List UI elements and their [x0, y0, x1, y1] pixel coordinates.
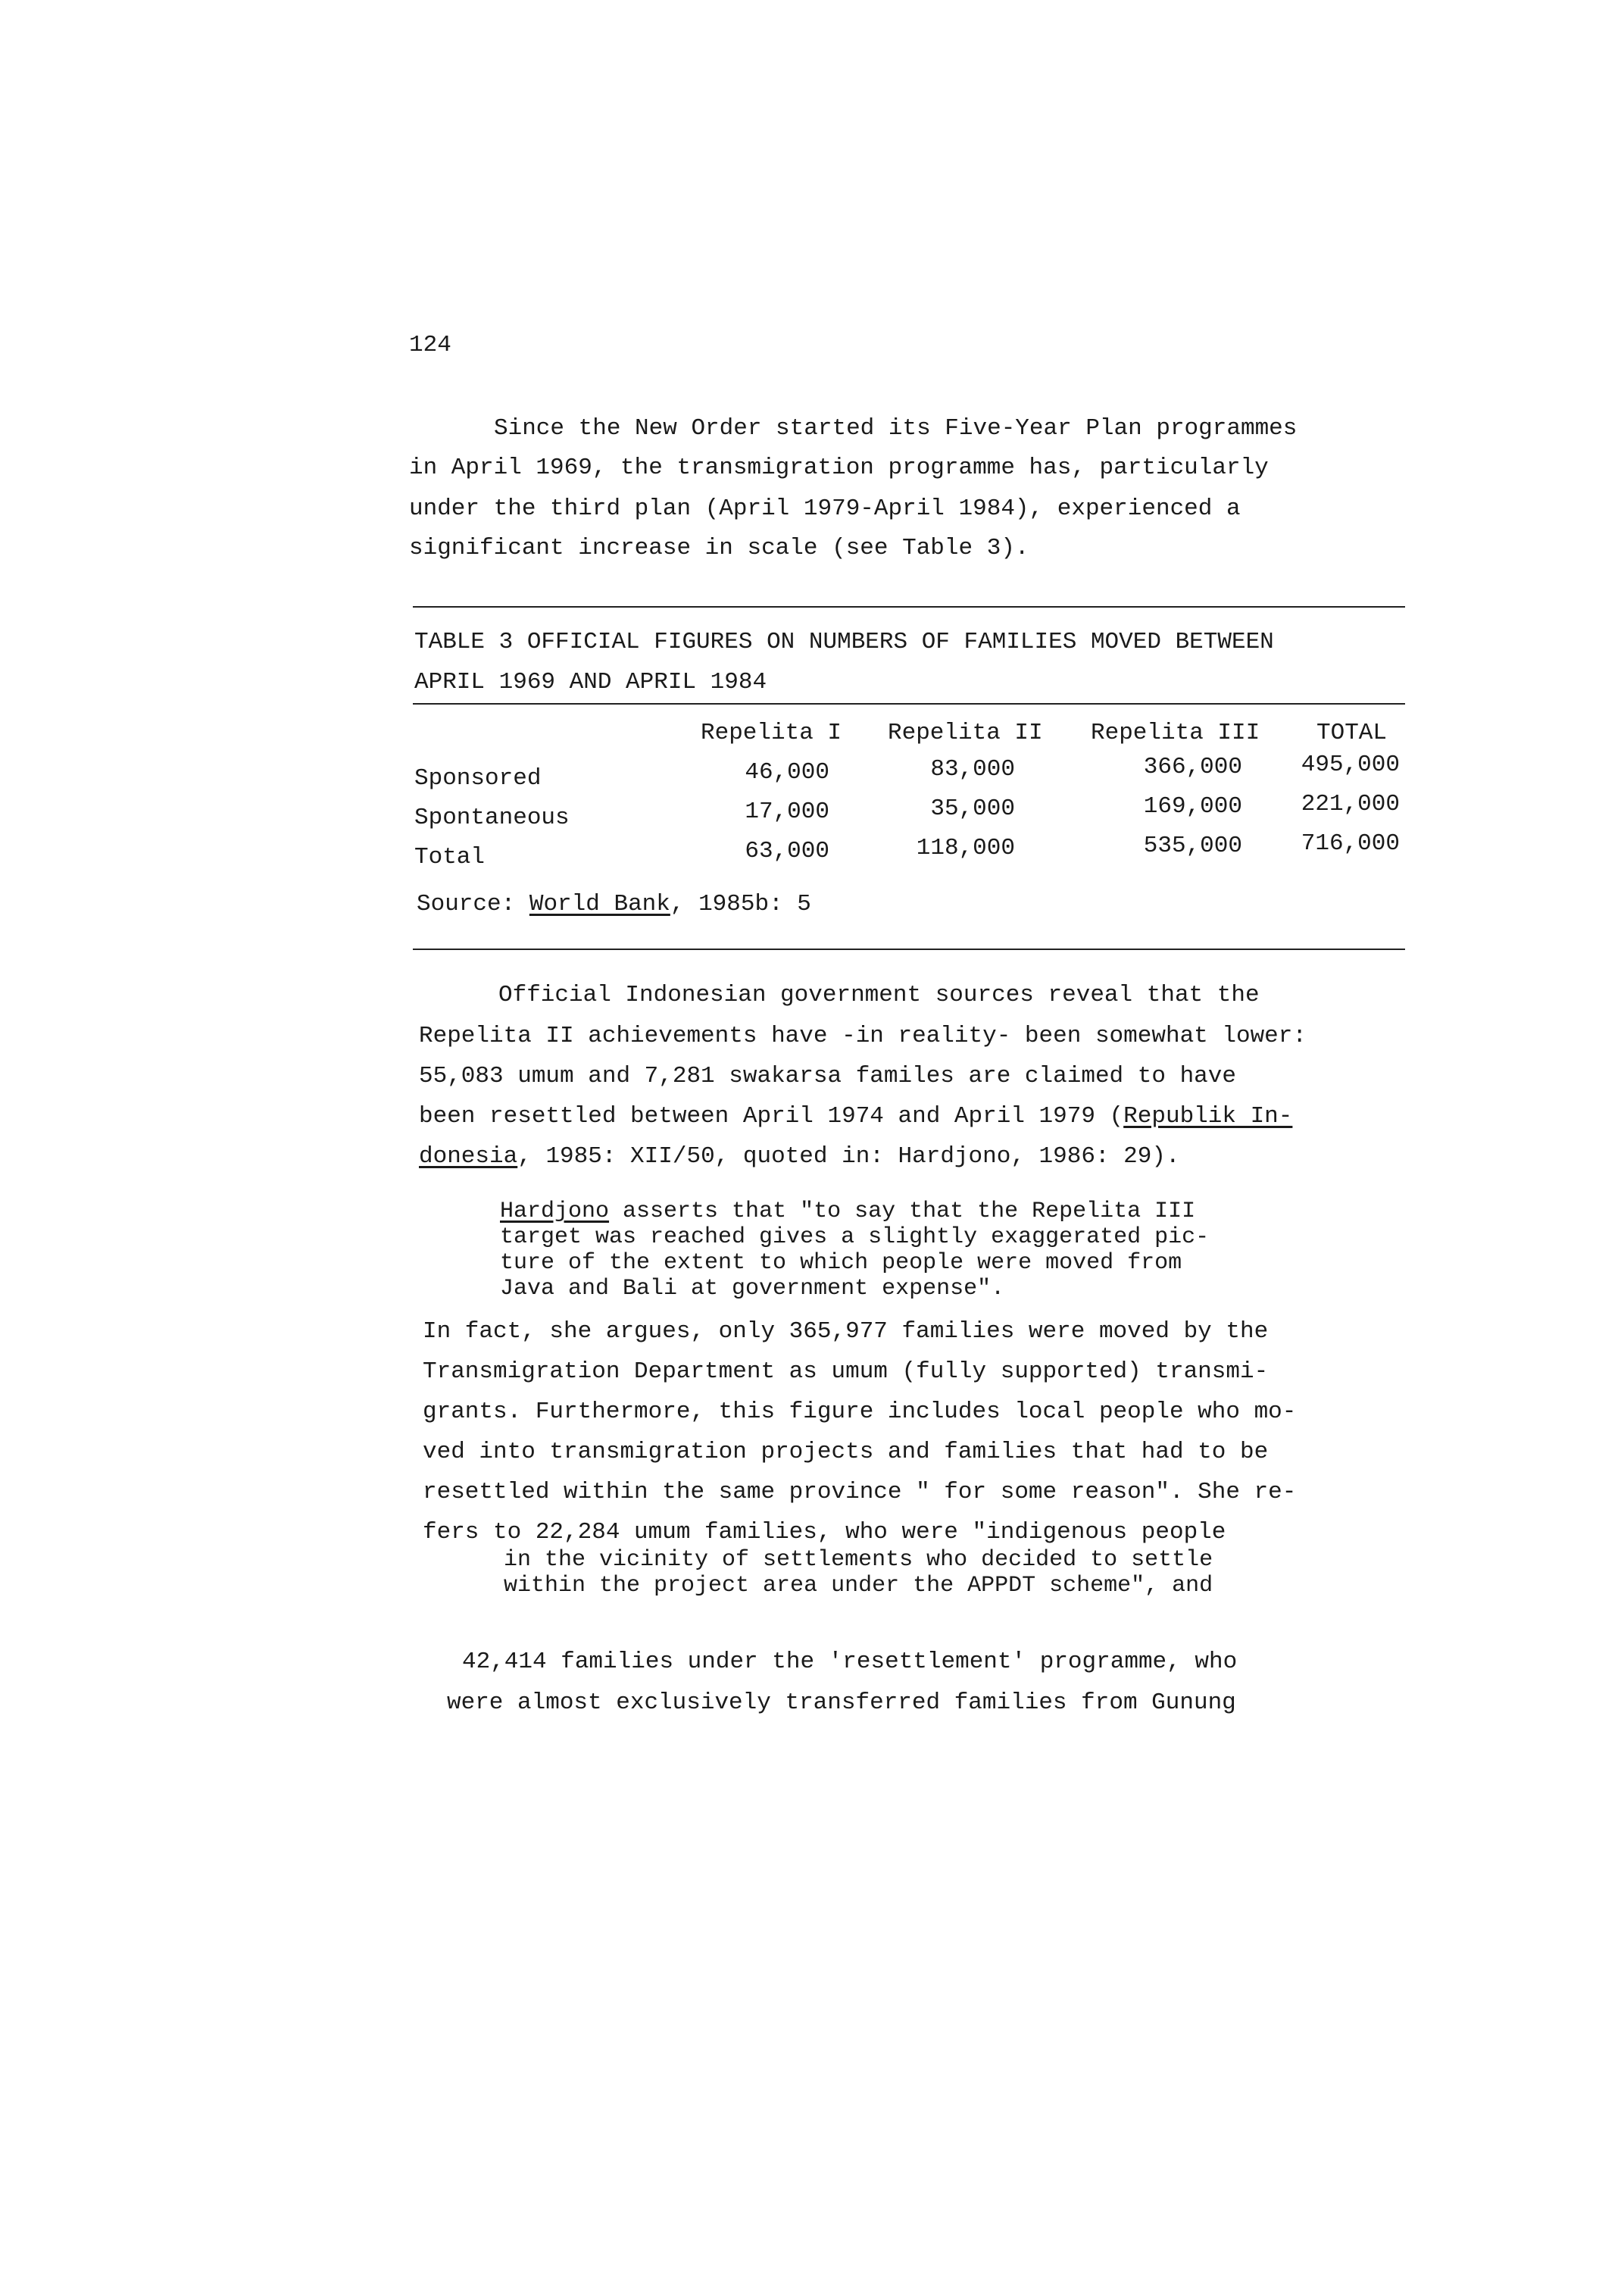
- table-cell: 46,000: [745, 759, 829, 786]
- text-line: in April 1969, the transmigration programme has, particularly: [409, 455, 1269, 481]
- text-line: In fact, she argues, only 365,977 families were moved by the: [423, 1318, 1269, 1345]
- text-line: 42,414 families under the 'resettlement' programme, who: [462, 1649, 1238, 1675]
- text-line: Official Indonesian government sources reveal that the: [498, 982, 1260, 1008]
- text-line: ved into transmigration projects and families that had to be: [423, 1439, 1269, 1465]
- table-cell: 495,000: [1301, 752, 1400, 778]
- page-number: 124: [409, 332, 451, 358]
- table-caption: APRIL 1969 AND APRIL 1984: [414, 669, 767, 695]
- text-line: Repelita II achievements have -in reality- been somewhat lower:: [419, 1023, 1307, 1049]
- text-line: were almost exclusively transferred families from Gunung: [447, 1689, 1236, 1716]
- table-source: [417, 891, 811, 917]
- row-label: Sponsored: [414, 765, 542, 792]
- text-span: been resettled between April 1974 and April 1979 (: [419, 1103, 1124, 1130]
- table-cell: 17,000: [745, 799, 829, 825]
- text-line: ture of the extent to which people were moved from: [500, 1250, 1182, 1276]
- citation-reference: donesia: [419, 1143, 518, 1170]
- text-line: 55,083 umum and 7,281 swakarsa familes are claimed to have: [419, 1063, 1236, 1089]
- table-bottom-rule: [413, 949, 1405, 950]
- text-line: [500, 1199, 1195, 1225]
- text-line: significant increase in scale (see Table 3).: [409, 535, 1029, 561]
- source-detail: , 1985b: 5: [670, 891, 811, 917]
- text-span: asserts that "to say that the Repelita III: [609, 1199, 1196, 1224]
- text-line: target was reached gives a slightly exaggerated pic-: [500, 1224, 1210, 1250]
- text-line: Transmigration Department as umum (fully supported) transmi-: [423, 1358, 1269, 1385]
- table-cell: 535,000: [1143, 833, 1242, 859]
- column-header: Repelita II: [888, 720, 1043, 746]
- table-cell: 221,000: [1301, 791, 1400, 817]
- source-reference: World Bank: [529, 891, 670, 917]
- citation-reference: Republik In-: [1123, 1103, 1293, 1130]
- table-caption-rule: [413, 703, 1405, 705]
- table-cell: 83,000: [930, 756, 1015, 783]
- column-header: Repelita I: [701, 720, 842, 746]
- table-cell: 118,000: [916, 835, 1015, 861]
- table-cell: 63,000: [745, 838, 829, 864]
- table-caption: TABLE 3 OFFICIAL FIGURES ON NUMBERS OF FAMILIES MOVED BETWEEN: [414, 629, 1274, 655]
- text-line: in the vicinity of settlements who decided to settle: [504, 1547, 1213, 1573]
- table-top-rule: [413, 606, 1405, 608]
- source-label: Source:: [417, 891, 516, 917]
- text-line: under the third plan (April 1979-April 1984), experienced a: [409, 495, 1241, 522]
- text-line: [419, 1143, 1180, 1170]
- text-line: resettled within the same province " for some reason". She re-: [423, 1479, 1297, 1505]
- table-cell: 366,000: [1143, 754, 1242, 780]
- table-cell: 169,000: [1143, 793, 1242, 820]
- row-label: Spontaneous: [414, 805, 570, 831]
- text-line: grants. Furthermore, this figure includes local people who mo-: [423, 1399, 1297, 1425]
- text-line: Since the New Order started its Five-Year Plan programmes: [494, 415, 1298, 442]
- table-cell: 716,000: [1301, 830, 1400, 857]
- text-line: within the project area under the APPDT scheme", and: [504, 1573, 1213, 1599]
- text-span: , 1985: XII/50, quoted in: Hardjono, 1986: 29).: [517, 1143, 1180, 1170]
- column-header: TOTAL: [1316, 720, 1388, 746]
- text-line: fers to 22,284 umum families, who were "indigenous people: [423, 1519, 1226, 1546]
- citation-author: Hardjono: [500, 1199, 610, 1224]
- table-cell: 35,000: [930, 795, 1015, 822]
- column-header: Repelita III: [1091, 720, 1260, 746]
- text-line: [419, 1103, 1292, 1130]
- row-label: Total: [414, 844, 486, 870]
- text-line: Java and Bali at government expense".: [500, 1276, 1005, 1302]
